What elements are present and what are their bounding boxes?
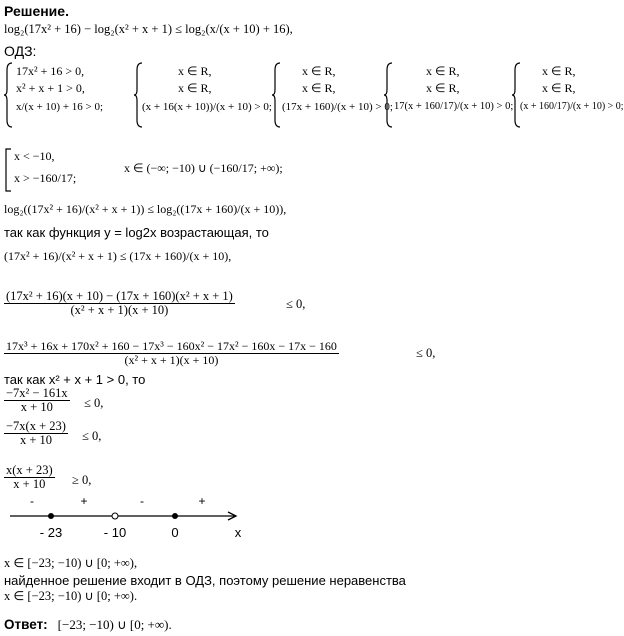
log-step: log₂((17x² + 16)/(x² + x + 1)) ≤ log₂((17x + 160)/(x + 10)),	[4, 202, 287, 216]
open-point-icon	[112, 513, 118, 519]
ineq-step-5-numerator: −7x(x + 23)	[6, 419, 66, 433]
odz-system-2	[134, 60, 272, 130]
main-inequality-text: log₂(17x² + 16) − log₂(x² + x + 1) ≤ log₂(x/(x + 10) + 16),	[4, 22, 293, 36]
filled-point-icon	[48, 513, 54, 519]
odz-line: x ∈ R,	[302, 81, 336, 95]
odz-line: x ∈ R,	[178, 64, 212, 78]
ineq-step-4-denominator: x + 10	[4, 400, 70, 414]
sign-3: -	[140, 494, 144, 508]
odz-system-1	[4, 60, 124, 130]
odz-line: x ∈ R,	[542, 81, 576, 95]
odz-system-3	[272, 60, 393, 130]
conclusion-text: найденное решение входит в ОДЗ, поэтому решение неравенства	[4, 573, 406, 588]
curly-brace	[134, 62, 144, 128]
odz-union	[4, 146, 404, 194]
ineq-step-3-numerator: 17x³ + 16x + 170x² + 160 − 17x³ − 160x² − 17x² − 160x − 17x − 160	[6, 339, 337, 353]
main-inequality	[4, 23, 293, 36]
curly-brace	[384, 62, 394, 128]
ineq-step-6-numerator: x(x + 23)	[6, 463, 53, 477]
ineq-step-4-numerator: −7x² − 161x	[6, 386, 68, 400]
answer-value: [−23; −10) ∪ [0; +∞).	[57, 617, 172, 632]
sign-1: -	[30, 494, 34, 508]
odz-label: ОДЗ:	[4, 43, 37, 59]
ineq-step-5-fraction	[4, 420, 68, 447]
ineq-step-6-fraction	[4, 464, 55, 491]
odz-line: x ∈ R,	[302, 64, 336, 78]
odz-union-line2: x > −160/17;	[14, 171, 77, 185]
solution-set: x ∈ [−23; −10) ∪ [0; +∞),	[4, 556, 138, 570]
curly-brace	[512, 62, 522, 128]
ineq-step-3-fraction	[4, 340, 339, 366]
odz-line: (x + 160/17)/(x + 10) > 0;	[520, 101, 624, 112]
ineq-step-3-denominator: (x² + x + 1)(x + 10)	[4, 353, 339, 367]
odz-line: 17(x + 160/17)/(x + 10) > 0;	[394, 101, 514, 112]
curly-brace	[4, 62, 14, 128]
ineq-step-5-denominator: x + 10	[4, 433, 68, 447]
answer-line	[4, 616, 172, 634]
odz-line: (x + 16(x + 10))/(x + 10) > 0;	[142, 101, 272, 113]
square-bracket	[4, 148, 12, 192]
axis-label: x	[234, 525, 242, 540]
ineq-step-6-tail: ≥ 0,	[72, 473, 92, 487]
odz-union-line1: x < −10,	[14, 149, 55, 163]
odz-line: x ∈ R,	[178, 81, 212, 95]
point-label: - 10	[103, 525, 127, 540]
monotonic-note: так как функция y = log2x возрастающая, то	[4, 225, 269, 240]
ineq-step-2-numerator: (17x² + 16)(x + 10) − (17x + 160)(x² + x + 1)	[6, 289, 233, 303]
ineq-step-2-denominator: (x² + x + 1)(x + 10)	[4, 303, 235, 317]
solution-set-final: x ∈ [−23; −10) ∪ [0; +∞).	[4, 589, 138, 603]
number-line	[4, 494, 264, 546]
sign-2: +	[80, 494, 88, 508]
ineq-step-1: (17x² + 16)/(x² + x + 1) ≤ (17x + 160)/(x + 10),	[4, 249, 232, 263]
point-label: - 23	[39, 525, 63, 540]
odz-line: x ∈ R,	[426, 81, 460, 95]
sign-4: +	[198, 494, 206, 508]
filled-point-icon	[172, 513, 178, 519]
ineq-step-6-denominator: x + 10	[4, 477, 55, 491]
ineq-step-4-fraction	[4, 387, 70, 414]
odz-line: x ∈ R,	[542, 64, 576, 78]
odz-system-5	[512, 60, 624, 130]
ineq-step-5-tail: ≤ 0,	[82, 429, 102, 443]
ineq-step-2-fraction	[4, 290, 235, 317]
odz-line: x² + x + 1 > 0,	[16, 81, 85, 95]
ineq-step-2-tail: ≤ 0,	[286, 297, 306, 311]
point-label: 0	[171, 525, 179, 540]
odz-line: x ∈ R,	[426, 64, 460, 78]
odz-line: x/(x + 10) + 16 > 0;	[16, 101, 104, 113]
ineq-step-3-tail: ≤ 0,	[416, 346, 436, 360]
odz-union-result: x ∈ (−∞; −10) ∪ (−160/17; +∞);	[124, 161, 283, 175]
since-note: так как x² + x + 1 > 0, то	[4, 372, 146, 387]
ineq-step-4-tail: ≤ 0,	[84, 396, 104, 410]
solution-heading: Решение.	[4, 3, 69, 19]
odz-system-4	[384, 60, 514, 130]
curly-brace	[272, 62, 282, 128]
odz-line: 17x² + 16 > 0,	[16, 64, 85, 78]
answer-label: Ответ:	[4, 617, 48, 632]
odz-line: (17x + 160)/(x + 10) > 0;	[282, 101, 393, 113]
